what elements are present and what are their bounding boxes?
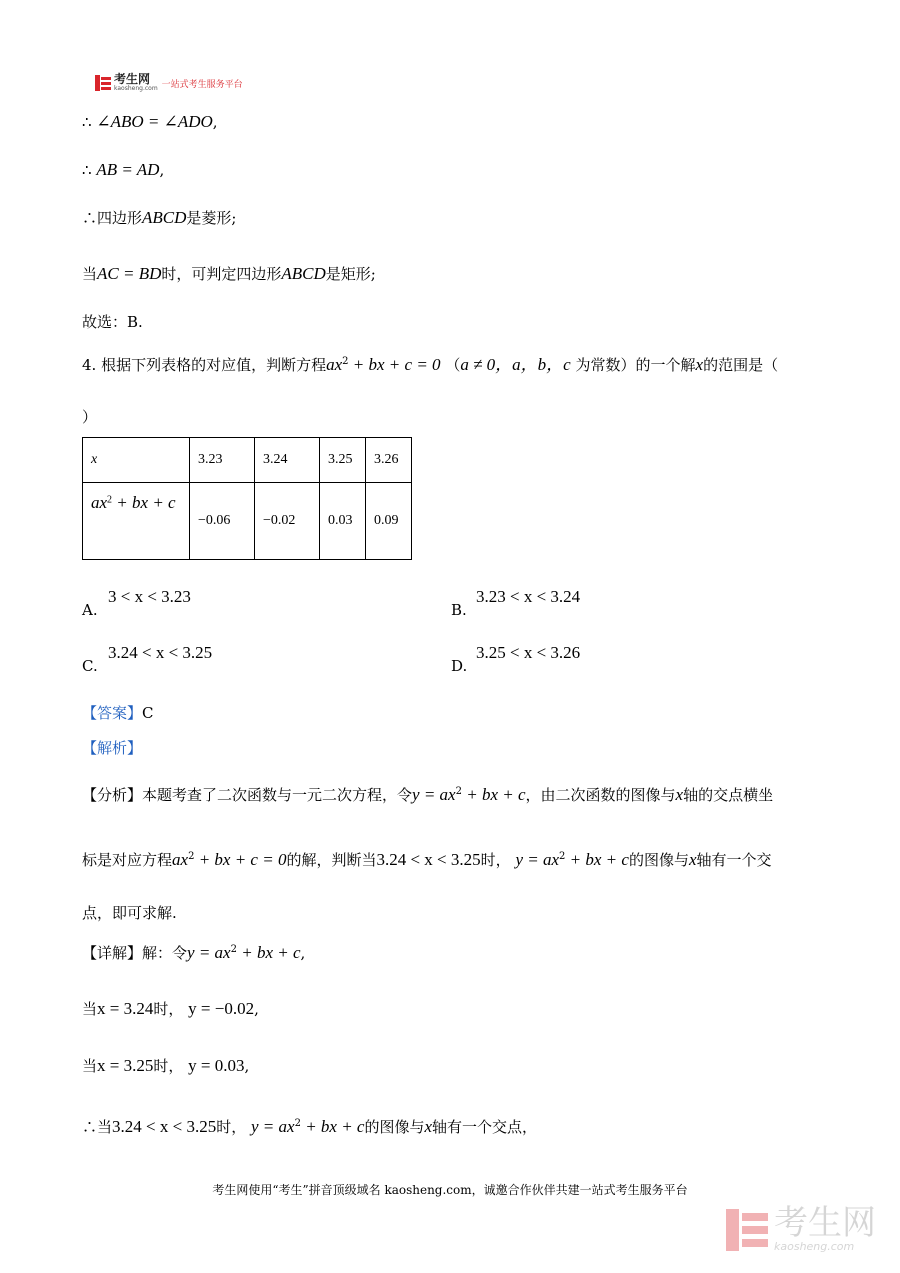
table-cell: 3.23: [190, 438, 255, 483]
table-row: [83, 438, 412, 483]
table-cell: x: [83, 438, 190, 483]
option-a-label: A.: [82, 601, 98, 619]
table-cell: 3.25: [320, 438, 366, 483]
table-cell: −0.06: [190, 483, 255, 560]
watermark-name: 考生网: [774, 1203, 876, 1243]
fenxi-line-2: 标是对应方程$ax^2$ + bx + c = 0的解，判断当3.24 < x < 3.25时， $y = ax^2$ + bx + c的图像与x轴有一个交: [82, 850, 772, 869]
option-d-label: D.: [451, 657, 468, 675]
option-c-label: C.: [82, 657, 98, 675]
table-row: [83, 483, 412, 560]
table-cell: 3.26: [366, 438, 412, 483]
detail-line-3: 当x = 3.25时， y = 0.03,: [82, 1056, 250, 1075]
proof-line-2: ∴ AB = AD,: [82, 160, 165, 179]
detail-line-2: 当x = 3.24时， y = −0.02,: [82, 999, 259, 1018]
option-b-label: B.: [451, 601, 467, 619]
table-cell: 0.03: [320, 483, 366, 560]
header-logo: [95, 72, 243, 94]
option-b: 3.23 < x < 3.24: [476, 587, 581, 606]
option-c: 3.24 < x < 3.25: [108, 643, 213, 662]
proof-conclusion: 故选：B.: [82, 313, 143, 331]
detail-line-4: ∴当3.24 < x < 3.25时， $y = ax^2$ + bx + c的图像与x轴有一个交点，: [82, 1117, 538, 1136]
value-table: [82, 437, 412, 560]
watermark: [726, 1203, 876, 1253]
detail-line-1: 【详解】解：令$y = ax^2$ + bx + c,: [82, 943, 306, 962]
table-cell: 3.24: [255, 438, 320, 483]
analysis-label: 【解析】: [82, 739, 143, 757]
option-d: 3.25 < x < 3.26: [476, 643, 581, 662]
proof-line-3: ∴四边形ABCD是菱形;: [82, 208, 237, 227]
watermark-logo-icon: [726, 1209, 768, 1251]
question-close: ）: [82, 408, 98, 426]
table-cell: −0.02: [255, 483, 320, 560]
question-text: 4. 根据下列表格的对应值，判断方程$ax^2$ + bx + c = 0 （a ≠ 0，a，b，c 为常数）的一个解x的范围是（: [82, 355, 779, 374]
logo-name: 考生网: [114, 72, 151, 86]
table-cell: $ax^2$ + bx + c: [83, 483, 190, 560]
table-cell: 0.09: [366, 483, 412, 560]
logo-slogan: 一站式考生服务平台: [161, 79, 243, 90]
watermark-domain: kaosheng.com: [774, 1240, 855, 1253]
fenxi-line-1: 【分析】本题考查了二次函数与一元二次方程，令$y = ax^2$ + bx + c，由二次函数的图像与x轴的交点横坐: [82, 785, 774, 804]
proof-line-4: 当AC = BD时，可判定四边形ABCD是矩形;: [82, 264, 376, 283]
answer-line: 【答案】C: [82, 704, 154, 722]
logo-icon: [95, 75, 111, 91]
fenxi-line-3: 点，即可求解.: [82, 904, 177, 922]
page-footer: 考生网使用“考生”拼音顶级域名 kaosheng.com，诚邀合作伙伴共建一站式考生服务平台: [212, 1183, 688, 1197]
proof-line-1: ∴ ∠ABO = ∠ADO,: [82, 112, 218, 131]
option-a: 3 < x < 3.23: [108, 587, 191, 606]
logo-domain: kaosheng.com: [114, 85, 158, 92]
